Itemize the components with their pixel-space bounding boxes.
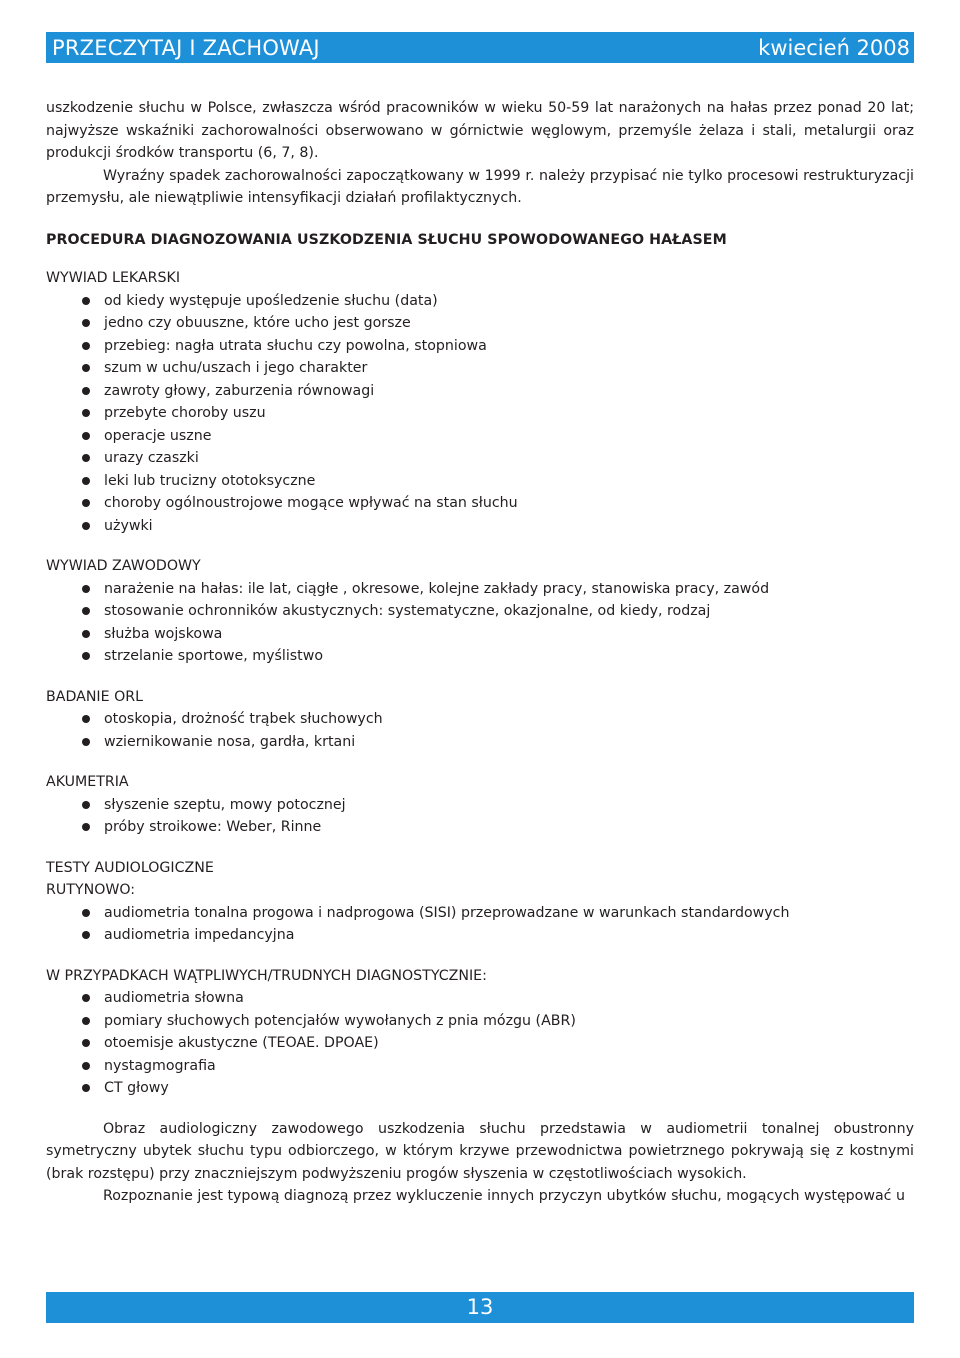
bullet-dot-icon [82, 585, 90, 593]
bullet-dot-icon [82, 319, 90, 327]
list-item-text: zawroty głowy, zaburzenia równowagi [104, 382, 375, 399]
list-item [46, 987, 914, 1010]
list-item [46, 335, 914, 358]
list-item-text: używki [104, 517, 153, 534]
intro-paragraph-1: uszkodzenie słuchu w Polsce, zwłaszcza wśród pracowników w wieku 50-59 lat narażonych na hałas przez ponad 20 lat; najwyższe wskaźniki zachorowalności obserwowano w górnictwie węglowym, przemyśle żelaza i stali, metalurgii oraz produkcji środków transportu (6, 7, 8). [46, 100, 914, 161]
bullet-dot-icon [82, 630, 90, 638]
list-item-text: od kiedy występuje upośledzenie słuchu (data) [104, 292, 438, 309]
bullet-dot-icon [82, 823, 90, 831]
list-item-text: przebyte choroby uszu [104, 405, 266, 421]
bullet-list [46, 708, 914, 753]
procedure-heading: PROCEDURA DIAGNOZOWANIA USZKODZENIA SŁUCHU SPOWODOWANEGO HAŁASEM [46, 231, 727, 248]
list-item [46, 578, 914, 601]
list-item [46, 1032, 914, 1055]
list-item [46, 470, 914, 493]
list-item [46, 380, 914, 403]
list-item [46, 515, 914, 538]
bullet-dot-icon [82, 477, 90, 485]
list-item [46, 794, 914, 817]
list-item-text: audiometria tonalna progowa i nadprogowa (SISI) przeprowadzane w warunkach standardowych [104, 904, 790, 921]
procedure-sections [46, 267, 914, 1100]
list-item-text: urazy czaszki [104, 450, 199, 466]
bullet-dot-icon [82, 409, 90, 417]
bullet-dot-icon [82, 522, 90, 530]
closing-paragraph-2: Rozpoznanie jest typową diagnozą przez wykluczenie innych przyczyn ubytków słuchu, mogących występować u [103, 1188, 905, 1204]
list-item-text: otoskopia, drożność trąbek słuchowych [104, 711, 383, 727]
list-item [46, 623, 914, 646]
section-title: W PRZYPADKACH WĄTPLIWYCH/TRUDNYCH DIAGNOSTYCZNIE: [46, 967, 487, 984]
section-title: AKUMETRIA [46, 774, 129, 790]
section-subtitle: RUTYNOWO: [46, 882, 136, 898]
header-title: PRZECZYTAJ I ZACHOWAJ [52, 36, 320, 60]
list-item-text: choroby ogólnoustrojowe mogące wpływać na stan słuchu [104, 495, 518, 511]
bullet-dot-icon [82, 432, 90, 440]
bullet-dot-icon [82, 715, 90, 723]
list-item [46, 645, 914, 668]
bullet-list [46, 290, 914, 538]
list-item-text: audiometria słowna [104, 990, 244, 1006]
list-item [46, 708, 914, 731]
bullet-list [46, 578, 914, 668]
bullet-dot-icon [82, 801, 90, 809]
page-footer-bar [46, 1292, 914, 1323]
section [46, 686, 914, 754]
section [46, 771, 914, 839]
bullet-dot-icon [82, 1084, 90, 1092]
list-item [46, 1055, 914, 1078]
list-item-text: służba wojskowa [104, 625, 223, 642]
section [46, 267, 914, 537]
list-item-text: otoemisje akustyczne (TEOAE. DPOAE) [104, 1035, 379, 1051]
list-item [46, 312, 914, 335]
page-number: 13 [466, 1295, 494, 1319]
list-item-text: operacje uszne [104, 427, 212, 444]
list-item [46, 447, 914, 470]
bullet-dot-icon [82, 931, 90, 939]
section-title: WYWIAD LEKARSKI [46, 270, 181, 286]
section-title: TESTY AUDIOLOGICZNE [46, 859, 214, 876]
closing-text [46, 1118, 914, 1208]
bullet-list [46, 987, 914, 1100]
bullet-dot-icon [82, 387, 90, 395]
bullet-dot-icon [82, 454, 90, 462]
intro-paragraph-2: Wyraźny spadek zachorowalności zapoczątkowany w 1999 r. należy przypisać nie tylko procesowi restrukturyzacji przemysłu, ale niewątpliwie intensyfikacji działań profilaktycznych. [46, 167, 914, 206]
list-item [46, 1010, 914, 1033]
list-item-text: przebieg: nagła utrata słuchu czy powolna, stopniowa [104, 337, 487, 354]
list-item-text: pomiary słuchowych potencjałów wywołanych z pnia mózgu (ABR) [104, 1012, 576, 1029]
bullet-dot-icon [82, 738, 90, 746]
section [46, 857, 914, 947]
list-item [46, 816, 914, 839]
list-item-text: wziernikowanie nosa, gardła, krtani [104, 733, 356, 750]
list-item-text: jedno czy obuuszne, które ucho jest gorsze [104, 315, 411, 331]
header-date: kwiecień 2008 [758, 36, 910, 60]
bullet-dot-icon [82, 297, 90, 305]
list-item [46, 402, 914, 425]
bullet-dot-icon [82, 364, 90, 372]
list-item [46, 902, 914, 925]
list-item-text: próby stroikowe: Weber, Rinne [104, 819, 322, 835]
list-item [46, 492, 914, 515]
list-item [46, 290, 914, 313]
bullet-dot-icon [82, 607, 90, 615]
bullet-dot-icon [82, 499, 90, 507]
bullet-dot-icon [82, 1062, 90, 1070]
list-item [46, 600, 914, 623]
section-title: WYWIAD ZAWODOWY [46, 558, 201, 574]
list-item-text: stosowanie ochronników akustycznych: systematyczne, okazjonalne, od kiedy, rodzaj [104, 603, 711, 619]
bullet-dot-icon [82, 1039, 90, 1047]
bullet-dot-icon [82, 1017, 90, 1025]
list-item-text: nystagmografia [104, 1057, 216, 1074]
bullet-dot-icon [82, 652, 90, 660]
list-item [46, 357, 914, 380]
closing-paragraph-1: Obraz audiologiczny zawodowego uszkodzenia słuchu przedstawia w audiometrii tonalnej obustronny symetryczny ubytek słuchu typu odbiorczego, w którym krzywe przewodnictwa powietrznego pokrywają się z kostnymi (brak rozstępu) przy znaczniejszym podwyższeniu progów słyszenia w częstotliwościach wysokich. [46, 1120, 914, 1182]
list-item-text: CT głowy [104, 1080, 169, 1096]
list-item-text: strzelanie sportowe, myślistwo [104, 648, 324, 664]
bullet-list [46, 902, 914, 947]
section-title: BADANIE ORL [46, 688, 144, 705]
list-item-text: leki lub trucizny ototoksyczne [104, 472, 316, 489]
page-content [46, 97, 914, 1208]
section [46, 965, 914, 1100]
list-item [46, 924, 914, 947]
list-item [46, 1077, 914, 1100]
bullet-list [46, 794, 914, 839]
list-item [46, 731, 914, 754]
list-item-text: audiometria impedancyjna [104, 927, 295, 943]
bullet-dot-icon [82, 909, 90, 917]
bullet-dot-icon [82, 342, 90, 350]
list-item-text: narażenie na hałas: ile lat, ciągłe , okresowe, kolejne zakłady pracy, stanowiska pracy, zawód [104, 580, 770, 597]
list-item [46, 425, 914, 448]
list-item-text: szum w uchu/uszach i jego charakter [104, 360, 368, 376]
bullet-dot-icon [82, 994, 90, 1002]
page-header-bar [46, 32, 914, 63]
section [46, 555, 914, 668]
list-item-text: słyszenie szeptu, mowy potocznej [104, 796, 346, 813]
